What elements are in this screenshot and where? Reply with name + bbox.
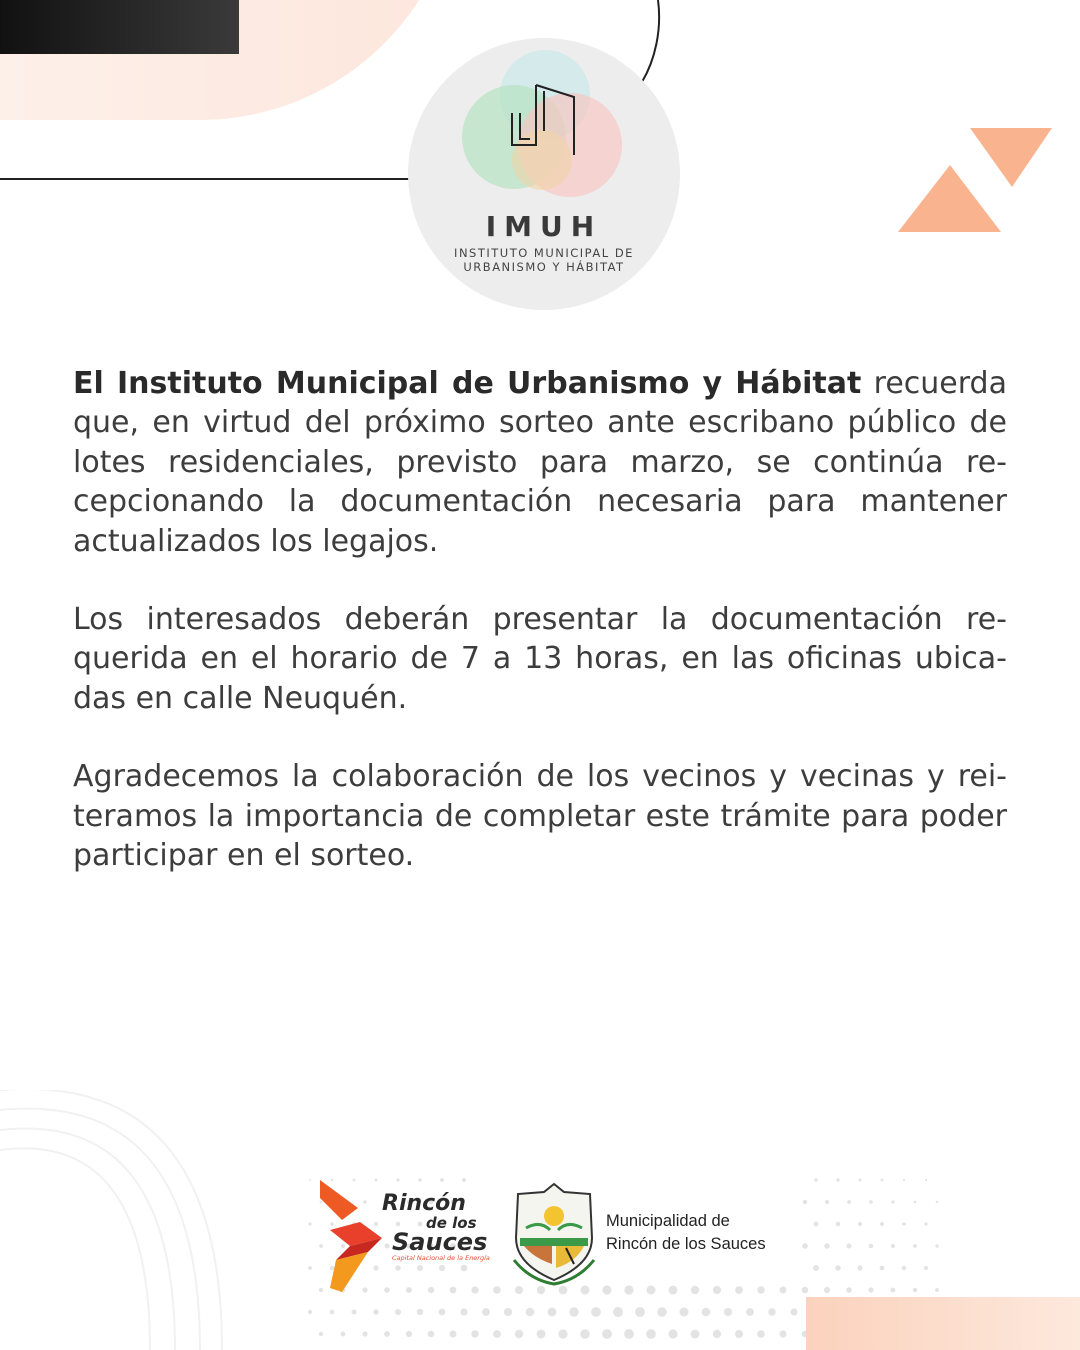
institute-name: El Instituto Municipal de Urbanismo y Hábitat [73,366,862,401]
brand-tagline: Capital Nacional de la Energía [392,1254,490,1262]
arcs-decoration [0,1090,240,1350]
logo-title: IMUH [485,210,603,243]
top-left-dark-bar [0,0,239,54]
muni-line2: Rincón de los Sauces [606,1234,766,1253]
municipality-name [606,1210,766,1255]
brand-line1: Rincón [382,1191,466,1216]
imuh-logo-mark-icon [450,45,640,205]
logo-subtitle-line2: URBANISMO Y HÁBITAT [463,260,625,274]
divider-line [0,178,410,180]
announcement-body [73,364,1007,914]
logo-subtitle [408,246,680,274]
muni-line1: Municipalidad de [606,1212,730,1230]
brand-line2: de los [426,1214,477,1232]
logo-subtitle-line1: INSTITUTO MUNICIPAL DE [454,246,634,260]
paragraph-1-text: recuerda que, en virtud del próximo sorteo ante escribano público de lotes residenciales, previsto para marzo, se continúa recepcionando la documentación necesaria para mantener actualizados los legajos. [73,366,1007,559]
rincon-de-los-sauces-logo-icon [320,1180,386,1292]
triangles-decoration [880,120,1070,250]
bottom-peach-bar [806,1297,1080,1350]
paragraph-3: Agradecemos la colaboración de los vecinos y vecinas y reiteramos la importancia de completar este trámite para poder participar en el sorteo. [73,759,1007,874]
brand-line3: Sauces [392,1228,488,1256]
rincon-brand-text [380,1192,520,1263]
paragraph-2: Los interesados deberán presentar la documentación requerida en el horario de 7 a 13 horas, en las oficinas ubicadas en calle Neuquén. [73,602,1007,716]
paragraph-1 [73,364,1007,561]
municipal-shield-icon [510,1180,598,1288]
